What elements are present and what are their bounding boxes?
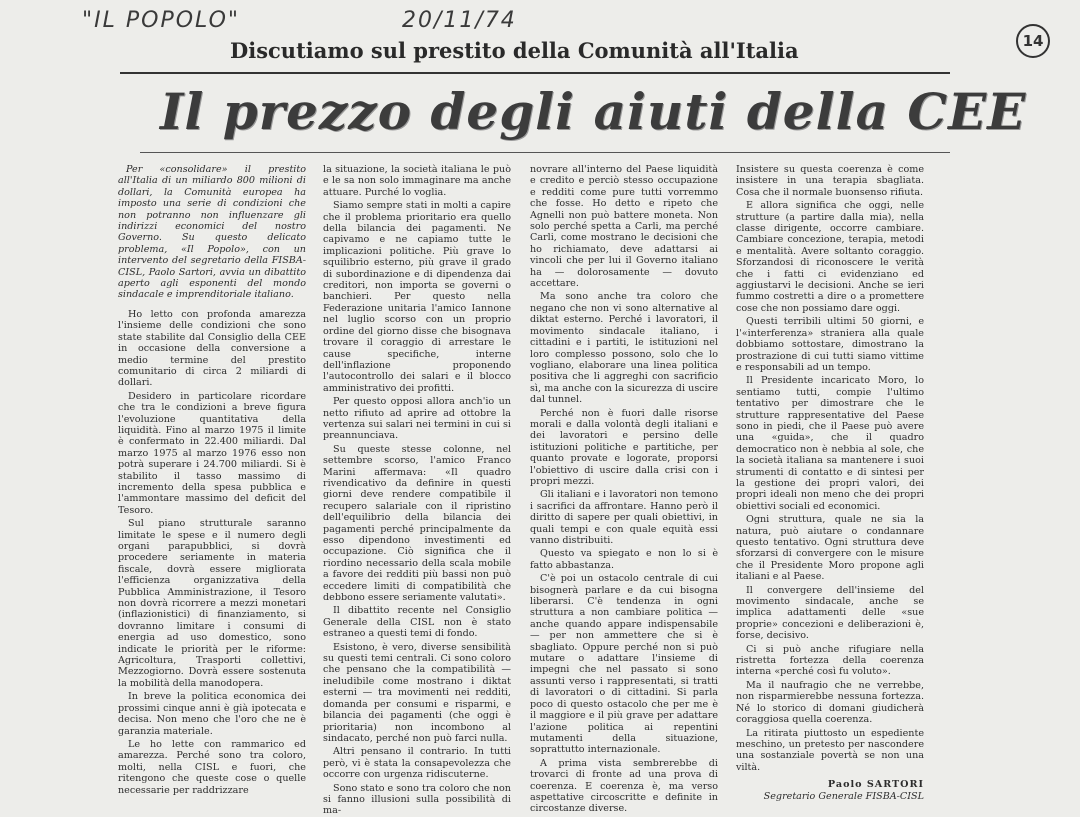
body-paragraph: C'è poi un ostacolo centrale di cui bisognerà parlare e da cui bisogna liberarsi. C'è tendenza in ogni struttura a non cambiare politica — anche quando appare indispensabile — per non ammettere che si è sbagliato. Oppure perché non si può mutare o adattare l'insieme di impegni che nel passato si sono assunti verso i rappresentati, si tratti di lavoratori o di cittadini. Si parla poco di questo ostacolo che per me è il maggiore e il più grave per adattare l'azione politica ai repentini mutamenti della situazione, soprattutto internazionale. (530, 573, 718, 756)
body-paragraph: Per questo opposi allora anch'io un netto rifiuto ad aprire ad ottobre la vertenza sui salari nei termini in cui si preannunciava. (323, 396, 511, 442)
article-lede (118, 164, 306, 301)
column-2 (323, 164, 511, 817)
body-paragraph: Il Presidente incaricato Moro, lo sentiamo tutti, compie l'ultimo tentativo per dimostrare che le strutture rappresentative del Paese sono in piedi, che il Paese può avere una «guida», che il quadro democratico non è nebbia al sole, che la società italiana sa mantenere i suoi strumenti di contatto e di sintesi per la gestione dei propri valori, dei propri ideali non meno che dei propri obiettivi sociali ed economici. (736, 375, 924, 512)
body-paragraph: Su queste stesse colonne, nel settembre scorso, l'amico Franco Marini affermava: «Il quadro rivendicativo da definire in questi giorni deve rendere compatibile il recupero salariale con il ripristino dell'equilibrio della bilancia dei pagamenti perché principalmente da esso dipendono investimenti ed occupazione. Ciò significa che il riordino necessario della scala mobile a favore dei redditi più bassi non può eccedere limiti di compatibilità che debbono essere seriamente valutati». (323, 443, 511, 604)
body-paragraph: Sul piano strutturale saranno limitate le spese e il numero degli organi parapubblici, si dovrà procedere seriamente in materia fiscale, dovrà essere migliorata l'efficienza organizzativa della Pubblica Amministrazione, il Tesoro non dovrà ricorrere a mezzi monetari (inflazionistici) di finanziamento, si dovranno limitare i consumi di energia ad uso domestico, sono indicate le priorità per le riforme: Agricoltura, Trasporti collettivi, Mezzogiorno. Dovrà essere sostenuta la mobilità della manodopera. (118, 518, 306, 689)
body-paragraph: Le ho lette con rammarico ed amarezza. Perché sono tra coloro, molti, nella CISL e fuori, che ritengono che queste cose o quelle necessarie per raddrizzare (118, 738, 306, 796)
handwritten-source-note: "IL POPOLO" (82, 8, 241, 33)
column-3 (530, 164, 718, 815)
body-paragraph: Desidero in particolare ricordare che tra le condizioni a breve figura l'evoluzione quantitativa della liquidità. Fino al marzo 1975 il limite è confermato in 22.400 miliardi. Dal marzo 1975 al marzo 1976 esso non potrà superare i 24.700 miliardi. Si è stabilito il tasso massimo di incremento della spesa pubblica e l'ammontare massimo del deficit del Tesoro. (118, 390, 306, 516)
lede-paragraph: Per «consolidare» il prestito all'Italia di un miliardo 800 milioni di dollari, la Comunità europea ha imposto una serie di condizioni che non potranno non influenzare gli indirizzi economici del nostro Governo. Su questo delicato problema, «Il Popolo», con un intervento del segretario della FISBA-CISL, Paolo Sartori, avvia un dibattito aperto agli esponenti del mondo sindacale e imprenditoriale italiano. (118, 164, 306, 301)
signature-role: Segretario Generale FISBA-CISL (763, 790, 924, 802)
body-paragraph: Esistono, è vero, diverse sensibilità su questi temi centrali. Ci sono coloro che pensano che la compatibilità — ineludibile come mostrano i diktat esterni — tra movimenti nei redditi, domanda per consumi e risparmi, e bilancia dei pagamenti (che oggi è prioritaria) non incombono al sindacato, perché non può farci nulla. (323, 641, 511, 744)
page-number-circle: 14 (1016, 24, 1050, 58)
body-paragraph: la situazione, la società italiana le può e le sa non solo immaginare ma anche attuare. Purché lo voglia. (323, 164, 511, 198)
body-paragraph: novrare all'interno del Paese liquidità e credito e perciò stesso occupazione e redditi come pure tutti vorremmo che fosse. Ho detto e ripeto che Agnelli non può battere moneta. Non solo perché spetta a Carli, ma perché Carli, come mostrano le decisioni che ho richiamato, deve adattarsi ai vincoli che per lui il Governo italiano ha — dolorosamente — dovuto accettare. (530, 164, 718, 290)
body-paragraph: Sono stato e sono tra coloro che non si fanno illusioni sulla possibilità di ma- (323, 782, 511, 817)
body-paragraph: Ma il naufragio che ne verrebbe, non risparmierebbe nessuna fortezza. Né lo storico di domani giudicherà coraggiosa quella coerenza. (736, 679, 924, 726)
body-paragraph: E allora significa che oggi, nelle strutture (a partire dalla mia), nella classe dirigente, occorre cambiare. Cambiare concezione, terapia, metodi e mentalità. Avere soltanto coraggio. Sforzandosi di riconoscere le verità che i fatti ci evidenziano ed aggiustarvi le decisioni. Anche se ieri fummo costretti a dire o a promettere cose che non possiamo dare oggi. (736, 200, 924, 314)
body-paragraph: Questi terribili ultimi 50 giorni, e l'«interferenza» straniera alla quale dobbiamo sottostare, dimostrano la prostrazione di cui tutti siamo vittime e responsabili ad un tempo. (736, 316, 924, 373)
body-paragraph: Ogni struttura, quale ne sia la natura, può aiutare o condannare questo tentativo. Ogni struttura deve sforzarsi di convergere con le misure che il Presidente Moro propone agli italiani e al Paese. (736, 514, 924, 583)
body-paragraph: Altri pensano il contrario. In tutti però, vi è stata la consapevolezza che occorre con urgenza ridiscuterne. (323, 746, 511, 781)
body-paragraph: Ma sono anche tra coloro che negano che non vi sono alternative al diktat esterno. Perché i lavoratori, il movimento sindacale italiano, i cittadini e i partiti, le istituzioni nel loro complesso possono, solo che lo vogliano, elaborare una linea politica positiva che li aggreghi con sacrificio sì, ma anche con la sicurezza di uscire dal tunnel. (530, 291, 718, 406)
body-paragraph: Gli italiani e i lavoratori non temono i sacrifici da affrontare. Hanno però il diritto di sapere per quali obiettivi, in quali tempi e con quale equità essi vanno distribuiti. (530, 489, 718, 546)
signature-name: Paolo SARTORI (827, 779, 924, 791)
body-paragraph: La ritirata piuttosto un espediente meschino, un pretesto per nascondere una sostanziale povertà se non una viltà. (736, 727, 924, 773)
headline-rule (140, 152, 950, 153)
body-paragraph: Il dibattito recente nel Consiglio Generale della CISL non è stato estraneo a questi temi di fondo. (323, 605, 511, 640)
body-paragraph: In breve la politica economica dei prossimi cinque anni è già ipotecata e decisa. Non meno che l'oro che ne è garanzia materiale. (118, 691, 306, 737)
article-headline: Il prezzo degli aiuti della CEE (160, 82, 1027, 141)
body-paragraph: Il convergere dell'insieme del movimento sindacale, anche se implica adattamenti delle «sue proprie» concezioni e deliberazioni è, forse, decisivo. (736, 584, 924, 642)
body-paragraph: Perché non è fuori dalle risorse morali e dalla volontà degli italiani e dei lavoratori e persino delle istituzioni politiche e partitiche, per quanto provate e logorate, proporsi l'obiettivo di uscire dalla crisi con i propri mezzi. (530, 407, 718, 487)
column-1 (118, 164, 306, 796)
body-paragraph: Insistere su questa coerenza è come insistere in una terapia sbagliata. Cosa che il normale buonsenso rifiuta. (736, 164, 924, 198)
signature-block (736, 779, 924, 802)
body-paragraph: Siamo sempre stati in molti a capire che il problema prioritario era quello della bilancia dei pagamenti. Ne capivamo e ne capiamo tutte le implicazioni politiche. Più grave lo squilibrio esterno, più grave il grado di subordinazione e di dipendenza dai creditori, non importa se governi o banchieri. Per questo nella Federazione unitaria l'amico Iannone nel luglio scorso con un proprio ordine del giorno disse che bisognava trovare il coraggio di arrestare le cause specifiche, interne dell'inflazione proponendo l'autocontrollo dei salari e il blocco amministrativo dei profitti. (323, 200, 511, 394)
body-paragraph: Ci si può anche rifugiare nella ristretta fortezza della coerenza interna «perché così fu voluto». (736, 643, 924, 678)
top-rule (120, 72, 950, 74)
body-paragraph: A prima vista sembrerebbe di trovarci di fronte ad una prova di coerenza. E coerenza è, ma verso aspettative circoscritte e definite in circostanze diverse. (530, 757, 718, 815)
body-paragraph: Questo va spiegato e non lo si è fatto abbastanza. (530, 548, 718, 571)
article-kicker: Discutiamo sul prestito della Comunità all'Italia (230, 38, 799, 63)
column-4 (736, 164, 924, 802)
body-paragraph: Ho letto con profonda amarezza l'insieme delle condizioni che sono state stabilite dal Consiglio della CEE in occasione della conversione a medio termine del prestito comunitario di circa 2 miliardi di dollari. (118, 308, 306, 389)
handwritten-date-note: 20/11/74 (402, 8, 517, 33)
